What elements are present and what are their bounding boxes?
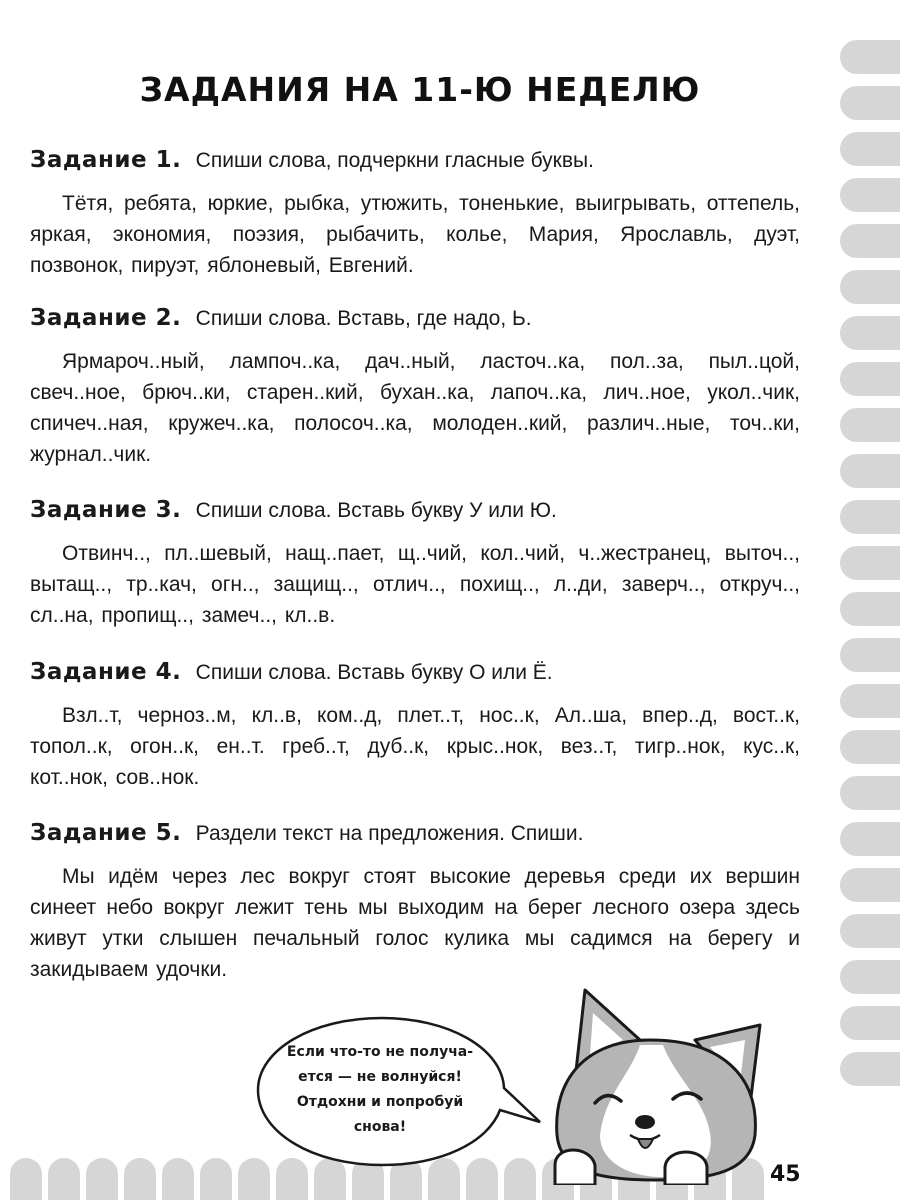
task-1 xyxy=(30,145,800,281)
side-tab xyxy=(840,454,900,488)
side-tab xyxy=(840,868,900,902)
task-5 xyxy=(30,818,800,985)
side-tab xyxy=(840,592,900,626)
task-2 xyxy=(30,303,800,470)
side-tab xyxy=(840,914,900,948)
corgi-dog-icon xyxy=(545,985,795,1185)
side-tab xyxy=(840,822,900,856)
task-instruction: Спиши слова. Вставь, где надо, Ь. xyxy=(195,307,532,330)
bottom-tab xyxy=(200,1158,232,1200)
task-body: Мы идём через лес вокруг стоят высокие деревья среди их вершин синеет небо вокруг лежит тень мы выходим на берег лесного озера здесь живут утки слышен печальный голос кулика мы садимся на берегу и закидываем удочки. xyxy=(30,865,800,981)
bottom-tab xyxy=(48,1158,80,1200)
bubble-line: Если что-то не получа- xyxy=(286,1044,474,1060)
side-tab xyxy=(840,500,900,534)
side-tab xyxy=(840,362,900,396)
task-4 xyxy=(30,657,800,793)
task-instruction: Спиши слова. Вставь букву У или Ю. xyxy=(195,499,557,522)
task-label: Задание 5. xyxy=(30,820,182,846)
side-tab xyxy=(840,40,900,74)
side-tab xyxy=(840,178,900,212)
side-tab xyxy=(840,684,900,718)
bubble-line: ется — не волнуйся! xyxy=(298,1069,462,1085)
task-body: Отвинч.., пл..шевый, нащ..пает, щ..чий, кол..чий, ч..жестранец, выточ.., вытащ.., тр..кач, огн.., защищ.., отлич.., похищ.., л..ди, заверч.., откруч.., сл..на, пропищ.., замеч.., кл..в. xyxy=(30,542,800,627)
bottom-tab xyxy=(124,1158,156,1200)
bottom-tab xyxy=(10,1158,42,1200)
side-tab xyxy=(840,86,900,120)
side-tab xyxy=(840,546,900,580)
task-instruction: Спиши слова, подчеркни гласные буквы. xyxy=(195,149,594,172)
side-tab xyxy=(840,1006,900,1040)
bottom-tab xyxy=(162,1158,194,1200)
side-tab xyxy=(840,270,900,304)
page-number: 45 xyxy=(770,1162,801,1187)
side-tab xyxy=(840,960,900,994)
task-body: Ярмароч..ный, лампоч..ка, дач..ный, ласточ..ка, пол..за, пыл..цой, свеч..ное, брюч..ки, старен..кий, бухан..ка, лапоч..ка, лич..ное, укол..чик, спичеч..ная, кружеч..ка, полосоч..ка, молоден..кий, различ..ные, точ..ки, журнал..чик. xyxy=(30,350,800,466)
task-label: Задание 2. xyxy=(30,305,182,331)
page-title: ЗАДАНИЯ НА 11-Ю НЕДЕЛЮ xyxy=(139,70,701,109)
side-tab xyxy=(840,776,900,810)
bottom-tab xyxy=(86,1158,118,1200)
side-tab xyxy=(840,132,900,166)
task-instruction: Спиши слова. Вставь букву О или Ё. xyxy=(195,661,553,684)
task-body: Тётя, ребята, юркие, рыбка, утюжить, тоненькие, выигрывать, оттепель, яркая, экономия, поэзия, рыбачить, колье, Мария, Ярославль, дуэт, позвонок, пируэт, яблоневый, Евгений. xyxy=(30,192,800,277)
task-label: Задание 4. xyxy=(30,659,182,685)
task-label: Задание 3. xyxy=(30,497,182,523)
task-3 xyxy=(30,495,800,631)
side-tab xyxy=(840,730,900,764)
side-tab xyxy=(840,1052,900,1086)
side-tab xyxy=(840,638,900,672)
bubble-line: снова! xyxy=(353,1119,407,1135)
task-instruction: Раздели текст на предложения. Спиши. xyxy=(195,822,584,845)
speech-bubble xyxy=(252,1010,542,1170)
side-tab xyxy=(840,224,900,258)
bubble-line: Отдохни и попробуй xyxy=(296,1094,464,1110)
side-tab xyxy=(840,316,900,350)
task-label: Задание 1. xyxy=(30,147,182,173)
task-body: Взл..т, черноз..м, кл..в, ком..д, плет..т, нос..к, Ал..ша, впер..д, вост..к, топол..к, огон..к, ен..т. греб..т, дуб..к, крыс..нок, вез..т, тигр..нок, кус..к, кот..нок, сов..нок. xyxy=(30,704,800,789)
side-tab xyxy=(840,408,900,442)
